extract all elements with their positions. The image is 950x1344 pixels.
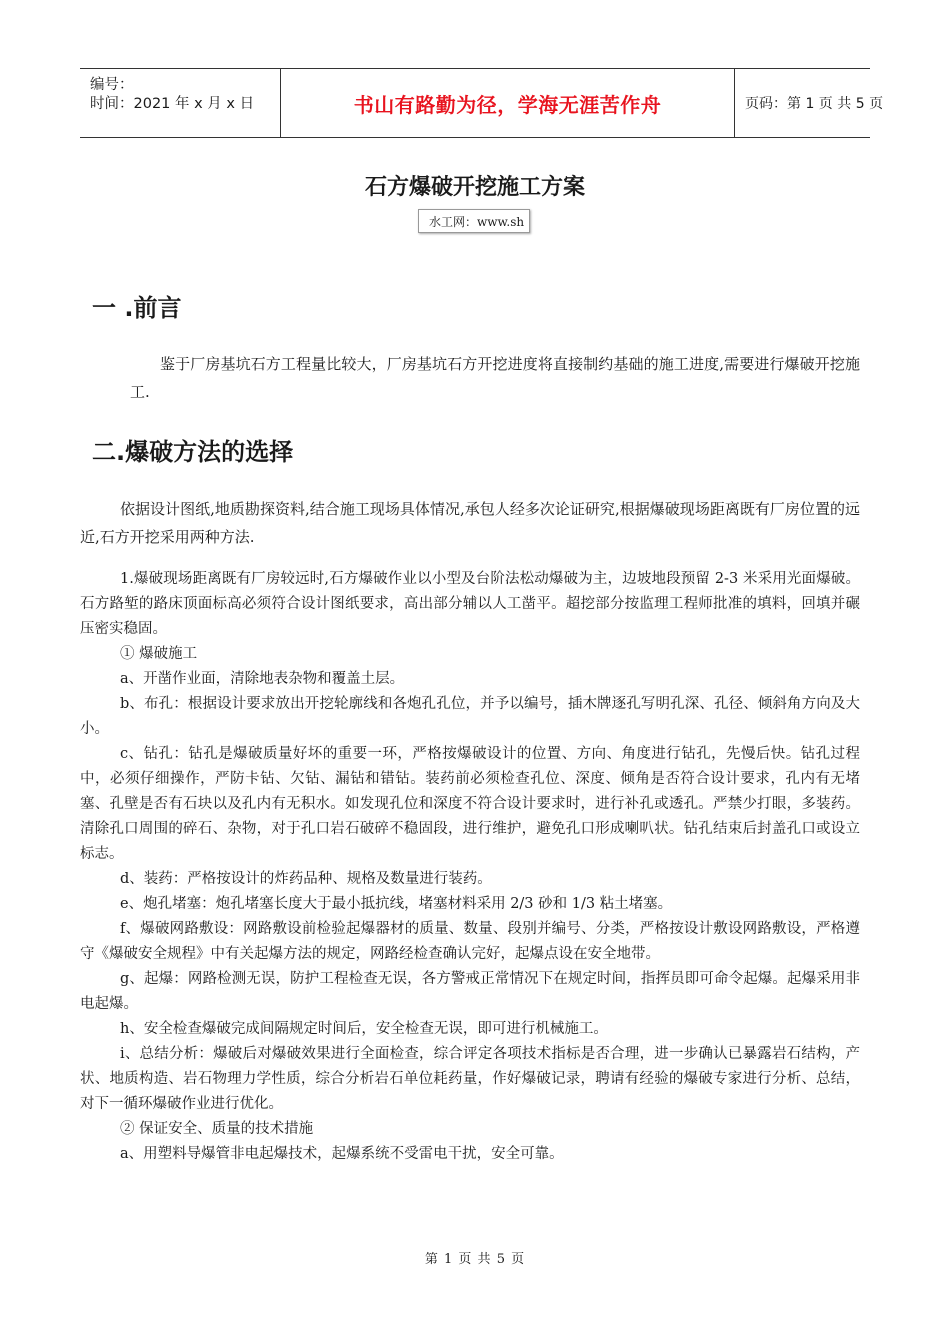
subheading-safety: ② 保证安全、质量的技术措施 bbox=[120, 1121, 314, 1137]
header-meta-cell bbox=[80, 69, 281, 137]
preface-paragraph: 鉴于厂房基坑石方工程量比较大，厂房基坑石方开挖进度将直接制约基础的施工进度,需要进行爆破开挖施工. bbox=[130, 355, 860, 401]
body-paragraph: a、开凿作业面，清除地表杂物和覆盖土层。 bbox=[120, 671, 405, 687]
page-header bbox=[80, 68, 884, 138]
body-paragraph: i、总结分析：爆破后对爆破效果进行全面检查，综合评定各项技术指标是否合理，进一步确认已暴露岩石结构，产状、地质构造、岩石物理力学性质，综合分析岩石单位耗药量，作好爆破记录，聘请有经验的爆破专家进行分析、总结，对下一循环爆破作业进行优化。 bbox=[80, 1046, 860, 1112]
subheading-blasting: ① 爆破施工 bbox=[120, 646, 198, 662]
body-paragraph: h、安全检查爆破完成间隔规定时间后，安全检查无误，即可进行机械施工。 bbox=[120, 1021, 608, 1037]
header-motto-cell bbox=[281, 69, 735, 137]
method-body bbox=[80, 567, 860, 1167]
page-footer: 第 1 页 共 5 页 bbox=[424, 1252, 526, 1267]
body-paragraph: f、爆破网路敷设：网路敷设前检验起爆器材的质量、数量、段别并编号、分类，严格按设计敷设网路敷设，严格遵守《爆破安全规程》中有关起爆方法的规定，网路经检查确认完好，起爆点设在安全地带。 bbox=[80, 921, 860, 962]
method-basis-paragraph: 依据设计图纸,地质勘探资料,结合施工现场具体情况,承包人经多次论证研究,根据爆破现场距离既有厂房位置的远近,石方开挖采用两种方法. bbox=[80, 500, 860, 546]
document-number-label: 编号： bbox=[90, 77, 134, 93]
section-heading-method: 二.爆破方法的选择 bbox=[92, 438, 294, 466]
document-title: 石方爆破开挖施工方案 bbox=[364, 175, 585, 200]
body-paragraph: c、钻孔：钻孔是爆破质量好坏的重要一环，严格按爆破设计的位置、方向、角度进行钻孔，先慢后快。钻孔过程中，必须仔细操作，严防卡钻、欠钻、漏钻和错钻。装药前必须检查孔位、深度、倾角是否符合设计要求，孔内有无堵塞、孔壁是否有石块以及孔内有无积水。如发现孔位和深度不符合设计要求时，进行补孔或透孔。严禁少打眼，多装药。清除孔口周围的碎石、杂物，对于孔口岩石破碎不稳固段，进行维护，避免孔口形成喇叭状。钻孔结束后封盖孔口或设立标志。 bbox=[80, 746, 860, 862]
body-paragraph: e、炮孔堵塞：炮孔堵塞长度大于最小抵抗线，堵塞材料采用 2/3 砂和 1/3 粘土堵塞。 bbox=[120, 896, 673, 912]
body-paragraph: 1.爆破现场距离既有厂房较远时,石方爆破作业以小型及台阶法松动爆破为主，边坡地段预留 2-3 米采用光面爆破。石方路堑的路床顶面标高必须符合设计图纸要求，高出部分辅以人工凿平。超挖部分按监理工程师批准的填料，回填并碾压密实稳固。 bbox=[80, 571, 860, 637]
document-date: 时间：2021 年 x 月 x 日 bbox=[90, 96, 255, 112]
body-paragraph: b、布孔：根据设计要求放出开挖轮廓线和各炮孔孔位，并予以编号，插木牌逐孔写明孔深、孔径、倾斜角方向及大小。 bbox=[80, 696, 860, 737]
header-page-code: 页码：第 1 页 共 5 页 bbox=[745, 96, 884, 112]
section-heading-preface: 一 .前言 bbox=[92, 294, 182, 322]
body-paragraph: g、起爆：网路检测无误，防护工程检查无误，各方警戒正常情况下在规定时间，指挥员即可命令起爆。起爆采用非电起爆。 bbox=[80, 971, 860, 1012]
body-paragraph: a、用塑料导爆管非电起爆技术，起爆系统不受雷电干扰，安全可靠。 bbox=[120, 1146, 564, 1162]
watermark-stamp: 水工网：www.sh bbox=[418, 209, 530, 233]
header-motto: 书山有路勤为径，学海无涯苦作舟 bbox=[353, 92, 662, 117]
body-paragraph: d、装药：严格按设计的炸药品种、规格及数量进行装药。 bbox=[120, 871, 492, 887]
